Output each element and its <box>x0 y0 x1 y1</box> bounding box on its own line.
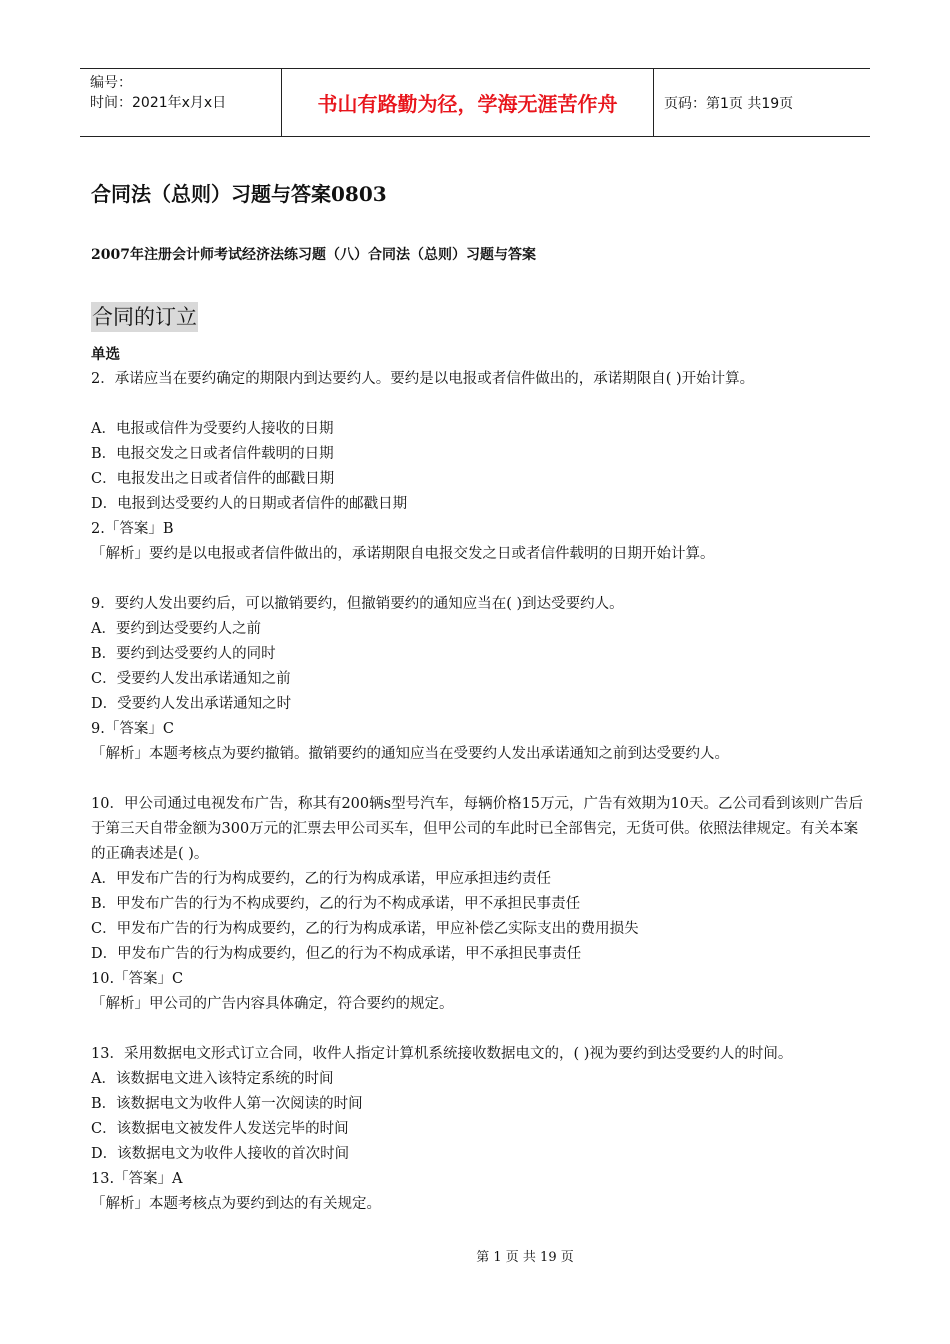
question-option: A．电报或信件为受要约人接收的日期 <box>91 421 334 437</box>
question-option: C．该数据电文被发件人发送完毕的时间 <box>91 1121 349 1137</box>
question-stem: 13．采用数据电文形式订立合同，收件人指定计算机系统接收数据电文的，( )视为要约到达受要约人的时间。 <box>91 1046 793 1062</box>
question-option: B．该数据电文为收件人第一次阅读的时间 <box>91 1096 363 1112</box>
header-meta <box>80 69 282 136</box>
question-option: A．要约到达受要约人之前 <box>91 621 261 637</box>
question-option: A．甲发布广告的行为构成要约，乙的行为构成承诺，甲应承担违约责任 <box>91 871 551 887</box>
question-analysis: 「解析」要约是以电报或者信件做出的，承诺期限自电报交发之日或者信件载明的日期开始计算。 <box>91 546 715 562</box>
question-option: D．甲发布广告的行为构成要约，但乙的行为不构成承诺，甲不承担民事责任 <box>91 946 582 962</box>
question-answer: 13.「答案」A <box>91 1171 183 1187</box>
question-answer: 10.「答案」C <box>91 971 184 987</box>
question-analysis: 「解析」甲公司的广告内容具体确定，符合要约的规定。 <box>91 996 454 1012</box>
question-option: C．甲发布广告的行为构成要约，乙的行为构成承诺，甲应补偿乙实际支出的费用损失 <box>91 921 639 937</box>
question-answer: 9.「答案」C <box>91 721 174 737</box>
question-option: B．甲发布广告的行为不构成要约，乙的行为不构成承诺，甲不承担民事责任 <box>91 896 581 912</box>
question-analysis: 「解析」本题考核点为要约撤销。撤销要约的通知应当在受要约人发出承诺通知之前到达受要约人。 <box>91 746 729 762</box>
question-content <box>91 342 871 1217</box>
document-title: 合同法（总则）习题与答案0803 <box>91 182 387 206</box>
page-footer: 第 1 页 共 19 页 <box>476 1250 574 1265</box>
question-option: D．受要约人发出承诺通知之时 <box>91 696 292 712</box>
page-header <box>80 68 870 137</box>
question-option: B．要约到达受要约人的同时 <box>91 646 276 662</box>
section-heading: 合同的订立 <box>91 302 198 332</box>
header-page-info: 页码：第1页 共19页 <box>664 95 794 112</box>
question-stem: 9．要约人发出要约后，可以撤销要约，但撤销要约的通知应当在( )到达受要约人。 <box>91 596 624 612</box>
question-analysis: 「解析」本题考核点为要约到达的有关规定。 <box>91 1196 381 1212</box>
header-motto: 书山有路勤为径，学海无涯苦作舟 <box>282 69 654 136</box>
question-option: C．电报发出之日或者信件的邮戳日期 <box>91 471 335 487</box>
question-type-label: 单选 <box>91 346 120 363</box>
question-option: D．电报到达受要约人的日期或者信件的邮戳日期 <box>91 496 408 512</box>
date-line: 时间：2021年x月x日 <box>90 95 227 111</box>
question-stem: 10．甲公司通过电视发布广告，称其有200辆s型号汽车，每辆价格15万元，广告有效期为10天。乙公司看到该则广告后于第三天自带金额为300万元的汇票去甲公司买车，但甲公司的车此时已全部售完，无货可供。依照法律规定。有关本案的正确表述是( )。 <box>91 796 863 862</box>
question-option: A．该数据电文进入该特定系统的时间 <box>91 1071 334 1087</box>
document-subtitle: 2007年注册会计师考试经济法练习题（八）合同法（总则）习题与答案 <box>91 247 536 263</box>
question-option: C．受要约人发出承诺通知之前 <box>91 671 291 687</box>
question-stem: 2．承诺应当在要约确定的期限内到达要约人。要约是以电报或者信件做出的，承诺期限自( )开始计算。 <box>91 371 755 387</box>
number-label: 编号： <box>90 75 132 91</box>
question-option: D．该数据电文为收件人接收的首次时间 <box>91 1146 350 1162</box>
question-option: B．电报交发之日或者信件载明的日期 <box>91 446 334 462</box>
question-answer: 2.「答案」B <box>91 521 174 537</box>
